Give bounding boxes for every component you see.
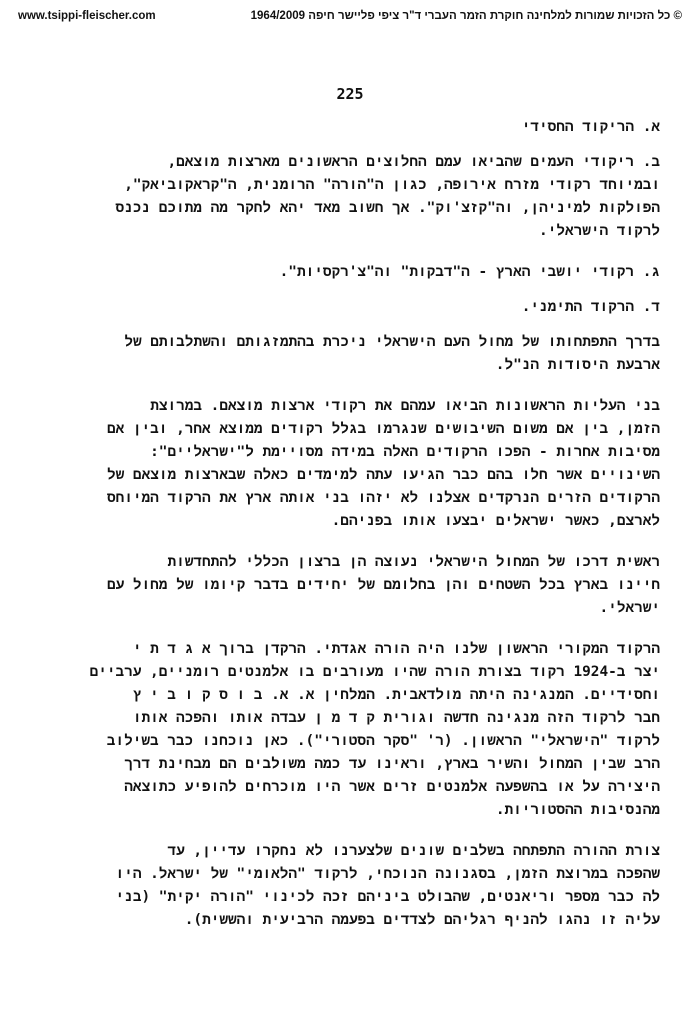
text-line: הרקודים הזרים הנרקדים אצלנו לא יזהו בני אותה ארץ את הרקוד המיוחס: [107, 490, 660, 506]
list-item-d: [36, 296, 660, 319]
paragraph: [36, 331, 660, 377]
text-line: א. הריקוד החסידי: [521, 119, 660, 135]
paragraph: [36, 551, 660, 620]
text-line: היצירה על או בהשפעה אלמנטים זרים אשר היו מוכרחים להופיע כתוצאה: [124, 779, 660, 795]
text-line: ב. ריקודי העמים שהביאו עמם החלוצים הראשונים מארצות מוצאם,: [167, 154, 660, 170]
text-line: ובמיוחד רקודי מזרח אירופה, כגון ה"הורה" הרומנית, ה"קראקוביאק",: [124, 177, 660, 193]
text-line: שהפכה במרוצת הזמן, בסגנונה הנוכחי, לרקוד "הלאומי" של ישראל. היו: [115, 866, 660, 882]
document-body: [36, 116, 660, 932]
text-line: עליה זו נהגו להניף רגליהם לצדדים בפעמה הרביעית והששית).: [184, 912, 660, 928]
text-line: הזמן, בין אם משום השיבושים שנגרמו בגלל רקודים ממוצא אחר, ובין אם: [106, 421, 660, 437]
text-line: בדרך התפתחותו של מחול העם הישראלי ניכרת בהתמזגותם והשתלבותם של: [124, 334, 660, 350]
site-url: www.tsippi-fleischer.com: [18, 10, 156, 22]
text-line: מסיבות אחרות - הפכו הרקודים האלה במידה מסויימת ל"ישראליים":: [150, 444, 660, 460]
text-line: צורת ההורה התפתחה בשלבים שונים שלצערנו לא נחקרו עדיין, עד: [167, 843, 660, 859]
text-line: הרקוד המקורי הראשון שלנו היה הורה אגדתי. הרקדן ברוך א ג ד ת י: [132, 641, 660, 657]
text-line: לרקוד הישראלי.: [539, 223, 660, 239]
text-line: ג. רקודי יושבי הארץ - ה"דבקות" וה"צ'רקסיות".: [279, 264, 660, 280]
text-line: חבר לרקוד הזה מנגינה חדשה וגורית ק ד מ ן עבדה אותו והפכה אותו: [132, 710, 660, 726]
text-line: הרב שבין המחול והשיר בארץ, וראינו עד כמה משולבים הם מבחינת דרך: [124, 756, 660, 772]
text-line: לה כבר מספר וריאנטים, שהבולט ביניהם זכה לכינוי "הורה יקית" (בני: [115, 889, 660, 905]
text-line: לארצם, כאשר ישראלים יבצעו אותו בפניהם.: [331, 513, 660, 529]
text-line: יצר ב-1924 רקוד בצורת הורה שהיו מעורבים בו אלמנטים רומניים, ערביים: [89, 664, 660, 680]
page-number: 225: [336, 85, 364, 103]
text-line: וחסידיים. המנגינה היתה מולדאבית. המלחין א. א. ב ו ס ק ו ב י ץ: [132, 687, 660, 703]
text-line: ישראלי.: [599, 600, 660, 616]
text-line: הפולקות למיניהן, וה"קזצ'וק". אך חשוב מאד יהא לחקר מה מתוכם נכנס: [115, 200, 660, 216]
text-line: ראשית דרכו של המחול הישראלי נעוצה הן ברצון הכללי להתחדשות: [167, 554, 660, 570]
text-line: לרקוד "הישראלי" הראשון. (ר' "סקר הסטורי"). כאן נוכחנו כבר בשילוב: [106, 733, 660, 749]
list-item-a: [36, 116, 660, 139]
paragraph: [36, 840, 660, 932]
list-item-b: [36, 151, 660, 243]
text-line: ארבעת היסודות הנ"ל.: [495, 357, 660, 373]
text-line: ד. הרקוד התימני.: [521, 299, 660, 315]
text-line: חיינו בארץ בכל השטחים והן בחלומם של יחידים בדבר קיומו של מחול עם: [106, 577, 660, 593]
text-line: בני העליות הראשונות הביאו עמהם את רקודי ארצות מוצאם. במרוצת: [150, 398, 660, 414]
text-line: מהנסיבות ההסטוריות.: [495, 802, 660, 818]
paragraph: [36, 395, 660, 533]
list-item-c: [36, 261, 660, 284]
text-line: השינויים אשר חלו בהם כבר הגיעו עתה למימדים כאלה שבארצות מוצאם של: [107, 467, 660, 483]
paragraph: [36, 638, 660, 822]
copyright-notice: © כל הזכויות שמורות למלחינה חוקרת הזמר העברי ד"ר ציפי פליישר חיפה 1964/2009: [250, 10, 682, 22]
